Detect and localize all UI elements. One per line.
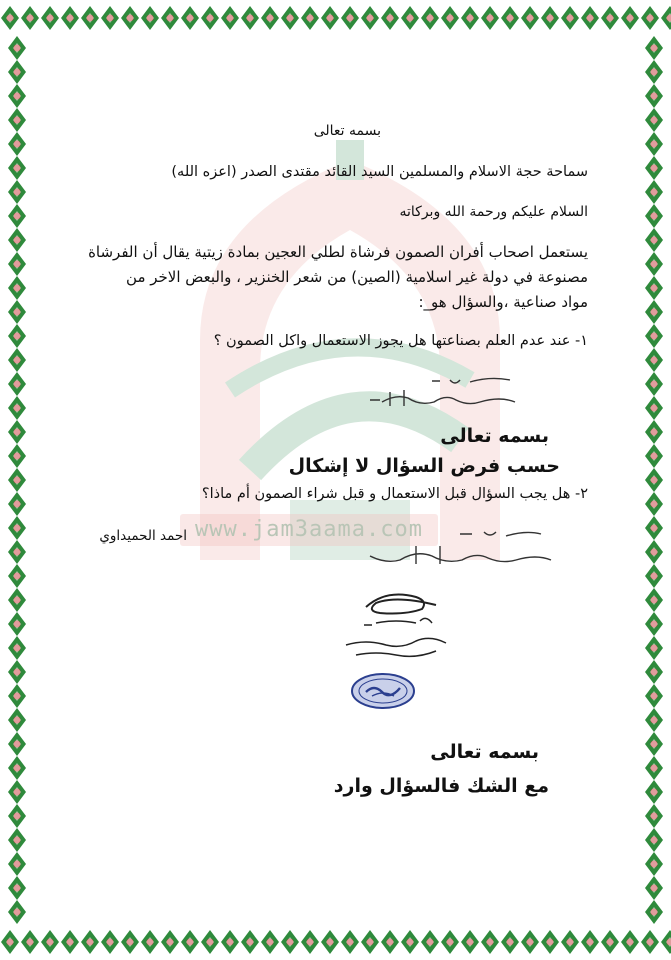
official-stamp-icon: [350, 672, 416, 710]
question-2: ٢- هل يجب السؤال قبل الاستعمال و قبل شراء الصمون أم ماذا؟: [201, 486, 588, 502]
greeting-line: السلام عليكم ورحمة الله وبركاته: [399, 204, 588, 220]
answer-1-text: حسب فرض السؤال لا إشكال: [288, 455, 560, 477]
answer-2-basmala: بسمه تعالى: [430, 741, 539, 763]
handwritten-answer-2-icon: [356, 520, 556, 572]
basmala-heading: بسمه تعالى: [313, 123, 381, 139]
decorative-border-bottom: [0, 924, 671, 960]
watermark-url: www.jam3aama.com: [180, 514, 438, 546]
answer-1-basmala: بسمه تعالى: [440, 425, 549, 447]
decorative-border-top: [0, 0, 671, 36]
body-line-3: مواد صناعية ،والسؤال هو_:: [418, 293, 588, 311]
addressee-line: سماحة حجة الاسلام والمسلمين السيد القائد مقتدى الصدر (اعزه الله): [171, 164, 588, 180]
decorative-border-left: [0, 36, 34, 924]
signature-icon: [336, 585, 456, 665]
question-1: ١- عند عدم العلم بصناعتها هل يجوز الاستعمال واكل الصمون ؟: [213, 333, 588, 349]
body-line-2: مصنوعة في دولة غير اسلامية (الصين) من شعر الخنزير ، والبعض الاخر من: [126, 268, 588, 286]
decorative-border-right: [637, 36, 671, 924]
sender-name: احمد الحميداوي: [99, 528, 187, 544]
answer-2-text: مع الشك فالسؤال وارد: [333, 775, 549, 797]
handwritten-answer-1-icon: [360, 372, 520, 412]
body-line-1: يستعمل اصحاب أفران الصمون فرشاة لطلي العجين بمادة زيتية يقال أن الفرشاة: [88, 243, 588, 261]
